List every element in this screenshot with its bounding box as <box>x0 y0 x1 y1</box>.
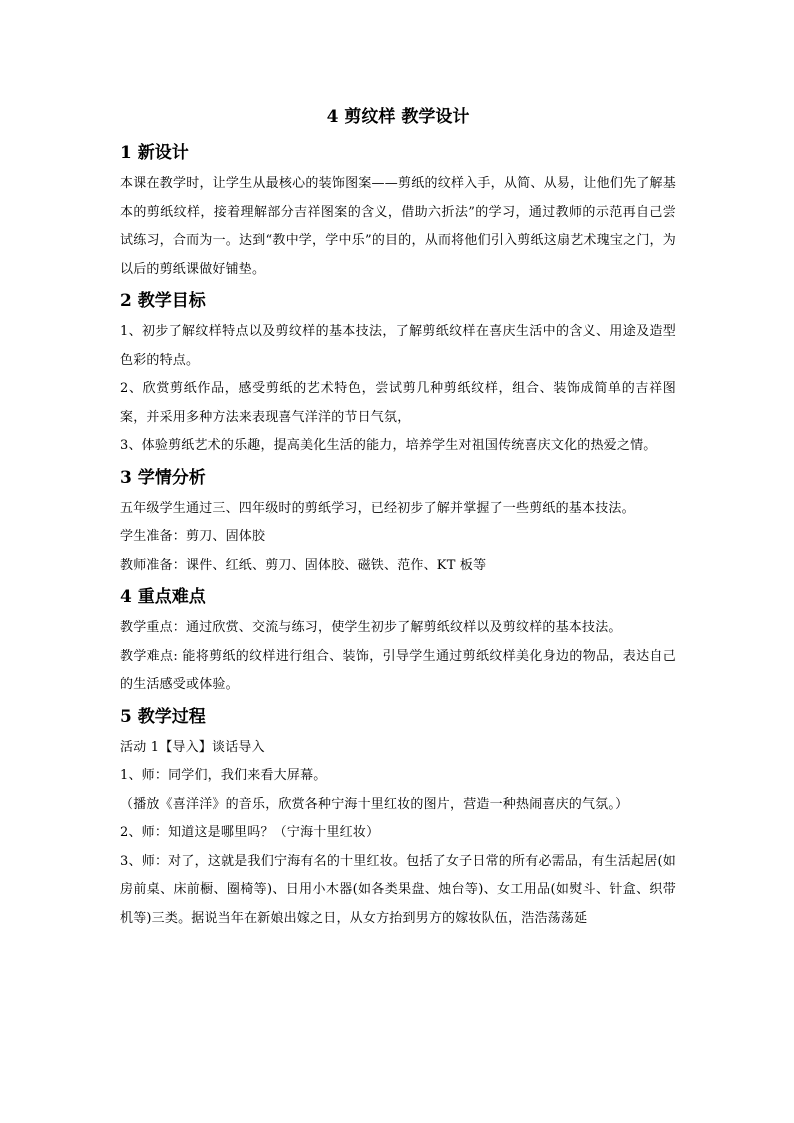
section-heading: 3 学情分析 <box>120 467 206 488</box>
section-new-design <box>120 138 676 284</box>
document-title: 4 剪纹样 教学设计 <box>326 107 470 127</box>
paragraph: 教学重点：通过欣赏、交流与练习，使学生初步了解剪纸纹样以及剪纹样的基本技法。 <box>120 620 622 635</box>
paragraph: 1、初步了解纹样特点以及剪纹样的基本技法，了解剪纸纹样在喜庆生活中的含义、用途及造型色彩的特点。 <box>120 324 676 368</box>
paragraph: 五年级学生通过三、四年级时的剪纸学习，已经初步了解并掌握了一些剪纸的基本技法。 <box>120 500 635 516</box>
paragraph: （播放《喜洋洋》的音乐，欣赏各种宁海十里红妆的图片，营造一种热闹喜庆的气氛。） <box>120 796 629 812</box>
paragraph: 学生准备：剪刀、固体胶 <box>120 529 266 544</box>
section-heading: 2 教学目标 <box>120 291 206 311</box>
paragraph: 3、体验剪纸艺术的乐趣，提高美化生活的能力，培养学生对祖国传统喜庆文化的热爱之情。 <box>120 438 657 453</box>
paragraph: 2、师：知道这是哪里吗？（宁海十里红妆） <box>120 825 380 840</box>
section-teaching-goals <box>120 286 676 461</box>
paragraph: 教师准备：课件、红纸、剪刀、固体胶、磁铁、范作、KT 板等 <box>120 557 487 573</box>
paragraph: 教学难点: 能将剪纸的纹样进行组合、装饰，引导学生通过剪纸纹样美化身边的物品，表达自己的生活感受或体验。 <box>120 648 676 692</box>
section-teaching-process <box>120 702 676 934</box>
section-heading: 4 重点难点 <box>120 587 206 607</box>
paragraph: 1、师：同学们，我们来看大屏幕。 <box>120 768 327 783</box>
section-key-points <box>120 582 676 700</box>
paragraph: 本课在教学时，让学生从最核心的装饰图案——剪纸的纹样入手，从简、从易，让他们先了解基本的剪纸纹样，接着理解部分吉祥图案的含义，借助六折法”的学习，通过教师的示范再自己尝试练习，合而为一。达到“教中学，学中乐”的目的，从而将他们引入剪纸这扇艺术瑰宝之门，为以后的剪纸课做好铺垫。 <box>120 176 676 277</box>
document-body <box>120 100 676 933</box>
paragraph: 3、师：对了，这就是我们宁海有名的十里红妆。包括了女子日常的所有必需品，有生活起居(如房前桌、床前橱、圈椅等)、日用小木器(如各类果盘、烛台等)、女工用品(如熨斗、针盒、织带机等)三类。据说当年在新娘出嫁之日，从女方抬到男方的嫁妆队伍，浩浩荡荡延 <box>120 853 676 926</box>
section-heading: 1 新设计 <box>120 143 189 163</box>
section-student-analysis <box>120 463 676 581</box>
section-heading: 5 教学过程 <box>120 706 206 727</box>
paragraph: 活动 1【导入】谈话导入 <box>120 739 265 755</box>
paragraph: 2、欣赏剪纸作品，感受剪纸的艺术特色，尝试剪几种剪纸纹样，组合、装饰成简单的吉祥图案，并采用多种方法来表现喜气洋洋的节日气氛， <box>120 381 676 425</box>
